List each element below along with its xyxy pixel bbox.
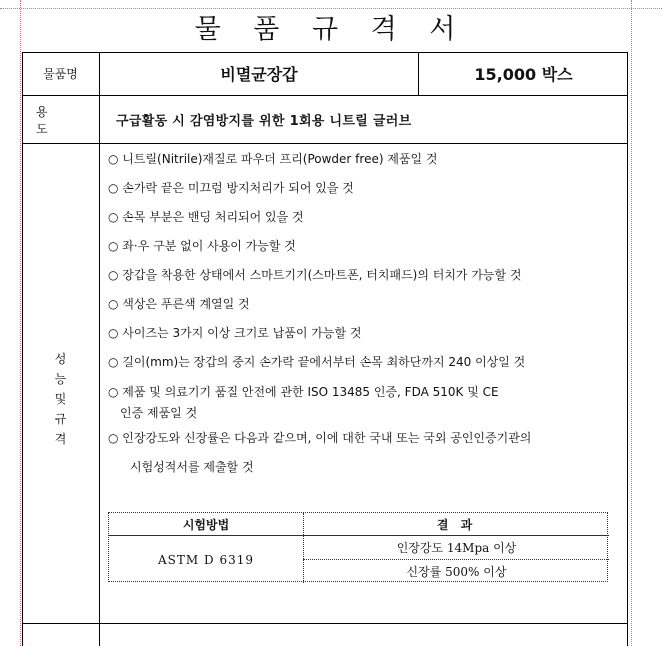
spec-item: ○ 길이(mm)는 장갑의 중지 손가락 끝에서부터 손목 최하단까지 240 이상일 것 bbox=[108, 355, 526, 369]
row-divider bbox=[22, 623, 628, 624]
test-method-value: ASTM D 6319 bbox=[158, 552, 254, 567]
spec-label bbox=[22, 144, 99, 623]
spec-item: ○ 인장강도와 신장률은 다음과 같으며, 이에 대한 국내 또는 국외 공인인증기관의 bbox=[108, 431, 532, 445]
page-margin-left bbox=[20, 0, 21, 646]
spec-item: ○ 손목 부분은 밴딩 처리되어 있을 것 bbox=[108, 210, 304, 224]
spec-item: ○ 손가락 끝은 미끄럼 방지처리가 되어 있을 것 bbox=[108, 181, 354, 195]
spec-item: ○ 제품 및 의료기기 품질 안전에 관한 ISO 13485 인증, FDA 510K 및 CE bbox=[108, 385, 499, 399]
spec-label-line1: 성 능 bbox=[54, 351, 81, 386]
page-margin-right bbox=[631, 0, 632, 646]
product-quantity: 15,000 박스 bbox=[474, 65, 573, 84]
document-title: 물 품 규 격 서 bbox=[194, 14, 468, 45]
usage-text: 구급활동 시 감염방지를 위한 1회용 니트릴 글러브 bbox=[116, 114, 412, 129]
spec-item-continuation: 인증 제품일 것 bbox=[120, 406, 198, 420]
result-tensile-strength: 인장강도 14Mpa 이상 bbox=[396, 541, 517, 555]
result-elongation: 신장률 500% 이상 bbox=[406, 565, 507, 579]
header-result: 결 과 bbox=[436, 517, 477, 532]
spec-label-line3: 규 격 bbox=[54, 411, 81, 446]
spec-item: ○ 니트릴(Nitrile)재질로 파우더 프리(Powder free) 제품일 것 bbox=[108, 152, 438, 166]
usage-label: 용 도 bbox=[36, 104, 62, 136]
product-label: 물품명 bbox=[43, 67, 78, 81]
product-name: 비멸균장갑 bbox=[220, 65, 298, 84]
spec-item: ○ 사이즈는 3가지 이상 크기로 납품이 가능할 것 bbox=[108, 326, 362, 340]
page-margin-top bbox=[0, 8, 662, 9]
row-divider bbox=[22, 143, 628, 144]
header-test-method: 시험방법 bbox=[182, 517, 230, 532]
spec-label-line2: 및 bbox=[54, 391, 67, 406]
test-results-table bbox=[108, 512, 608, 582]
spec-item: ○ 장갑을 착용한 상태에서 스마트기기(스마트폰, 터치패드)의 터치가 가능할 것 bbox=[108, 268, 522, 282]
spec-item: ○ 색상은 푸른색 계열일 것 bbox=[108, 297, 250, 311]
spec-item-continuation: 시험성적서를 제출할 것 bbox=[130, 460, 254, 474]
spec-item: ○ 좌·우 구분 없이 사용이 가능할 것 bbox=[108, 239, 296, 253]
